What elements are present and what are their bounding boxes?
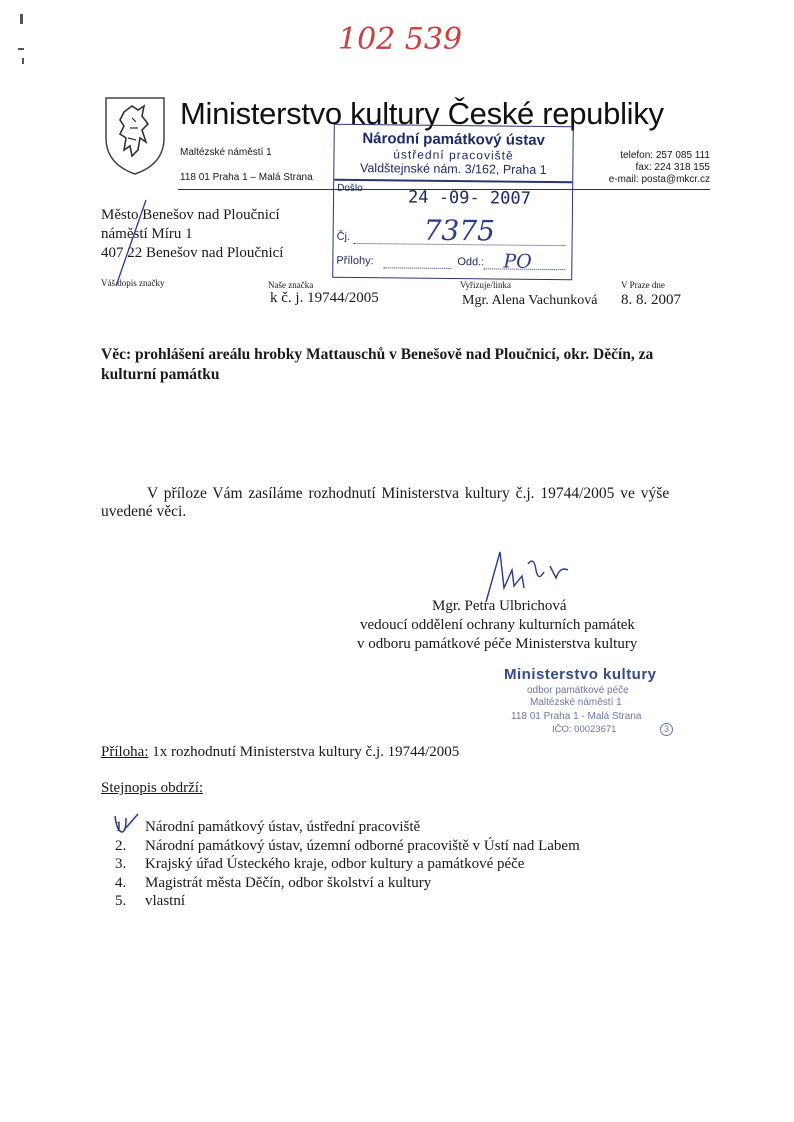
- body-line1: V příloze Vám zasíláme rozhodnutí Ministerstva kultury č.j. 19744/2005 ve výše: [147, 485, 670, 502]
- office-stamp-line4: IČO: 00023671: [552, 724, 617, 735]
- office-stamp-line1: odbor památkové péče: [527, 685, 629, 696]
- our-ref-label: Naše značka: [268, 280, 314, 290]
- stamp-divider: [334, 179, 572, 183]
- subject-line1: Věc: prohlášení areálu hrobky Mattauschů v Benešově nad Ploučnicí, okr. Děčín, za: [101, 346, 654, 363]
- stamp-received-date: 24 -09- 2007: [407, 187, 531, 209]
- office-stamp-number: 3: [660, 723, 673, 736]
- letterhead-fax: fax: 224 318 155: [635, 162, 710, 173]
- received-stamp: [332, 124, 574, 281]
- signatory-role2: v odboru památkové péče Ministerstva kultury: [357, 636, 638, 652]
- stamp-org-address: Valdštejnské nám. 3/162, Praha 1: [359, 161, 547, 177]
- coat-of-arms-icon: [102, 94, 168, 176]
- list-item: [115, 856, 580, 875]
- handled-by-value: Mgr. Alena Vachunková: [462, 293, 598, 308]
- recipient-line3: 407 22 Benešov nad Ploučnicí: [101, 245, 284, 261]
- list-item-number: 3.: [115, 856, 127, 872]
- handwritten-registry-number: 102 539: [338, 22, 463, 57]
- stamp-org-sub: ústřední pracoviště: [393, 147, 514, 163]
- stamp-attachments-dots: [383, 267, 451, 269]
- letterhead-address-line2: 118 01 Praha 1 – Malá Strana: [180, 172, 313, 183]
- office-stamp: [494, 666, 694, 746]
- subject-line2: kulturní památku: [101, 366, 220, 383]
- body-line2: uvedené věci.: [101, 503, 187, 520]
- list-item-number: 1.: [115, 819, 127, 835]
- letterhead-phone: telefon: 257 085 111: [620, 150, 710, 161]
- office-stamp-line3: 118 01 Praha 1 - Malá Strana: [511, 711, 642, 722]
- list-item: [115, 893, 580, 912]
- handled-by-label: Vyřizuje/linka: [460, 280, 511, 290]
- list-item-text: vlastní: [145, 893, 185, 909]
- list-item-number: 4.: [115, 874, 127, 891]
- letterhead-email: e-mail: posta@mkcr.cz: [608, 174, 710, 185]
- ministry-title: Ministerstvo kultury České republiky: [180, 96, 664, 131]
- stamp-received-label: Došlo: [337, 182, 363, 195]
- list-item-text: Národní památkový ústav, ústřední pracoviště: [145, 819, 421, 835]
- attachment-line: [101, 744, 459, 761]
- recipient-line2: náměstí Míru 1: [101, 226, 193, 242]
- handwritten-check-icon: [112, 812, 142, 841]
- stamp-dept-value: PO: [503, 250, 532, 273]
- signatory-name: Mgr. Petra Ulbrichová: [432, 598, 567, 614]
- stamp-cj-label: Čj.: [336, 230, 351, 243]
- punch-mark: [20, 14, 23, 24]
- place-date-value: 8. 8. 2007: [621, 292, 681, 308]
- list-item: [115, 838, 580, 857]
- signatory-role1: vedoucí oddělení ochrany kulturních památek: [360, 617, 635, 633]
- list-item: [115, 819, 580, 838]
- copies-list: [115, 819, 580, 912]
- attachment-label: Příloha:: [101, 744, 149, 760]
- recipient-line1: Město Benešov nad Ploučnicí: [101, 207, 280, 223]
- list-item-number: 2.: [115, 837, 127, 854]
- stamp-cj-value: 7375: [423, 213, 496, 248]
- list-item-number: 5.: [115, 893, 127, 909]
- letterhead-address-line1: Maltézské náměstí 1: [180, 147, 272, 158]
- punch-mark: [22, 58, 24, 64]
- attachment-text: 1x rozhodnutí Ministerstva kultury č.j. 19744/2005: [152, 744, 460, 760]
- your-ref-label: Váš dopis značky: [101, 278, 165, 288]
- office-stamp-line2: Maltézské náměstí 1: [530, 697, 622, 708]
- list-item-text: Národní památkový ústav, územní odborné pracoviště v Ústí nad Labem: [145, 837, 580, 854]
- stamp-dept-label: Odd.:: [457, 256, 485, 269]
- list-item-text: Magistrát města Děčín, odbor školství a kultury: [145, 874, 432, 891]
- list-item-text: Krajský úřad Ústeckého kraje, odbor kultury a památkové péče: [145, 856, 525, 872]
- punch-mark: [18, 48, 24, 50]
- stamp-attachments-label: Přílohy:: [336, 254, 374, 268]
- list-item: [115, 875, 580, 894]
- stamp-org-name: Národní památkový ústav: [362, 130, 546, 149]
- our-ref-value: k č. j. 19744/2005: [270, 290, 379, 306]
- place-date-label: V Praze dne: [621, 280, 665, 290]
- office-stamp-title: Ministerstvo kultury: [504, 666, 657, 683]
- copies-heading: Stejnopis obdrží:: [101, 780, 204, 796]
